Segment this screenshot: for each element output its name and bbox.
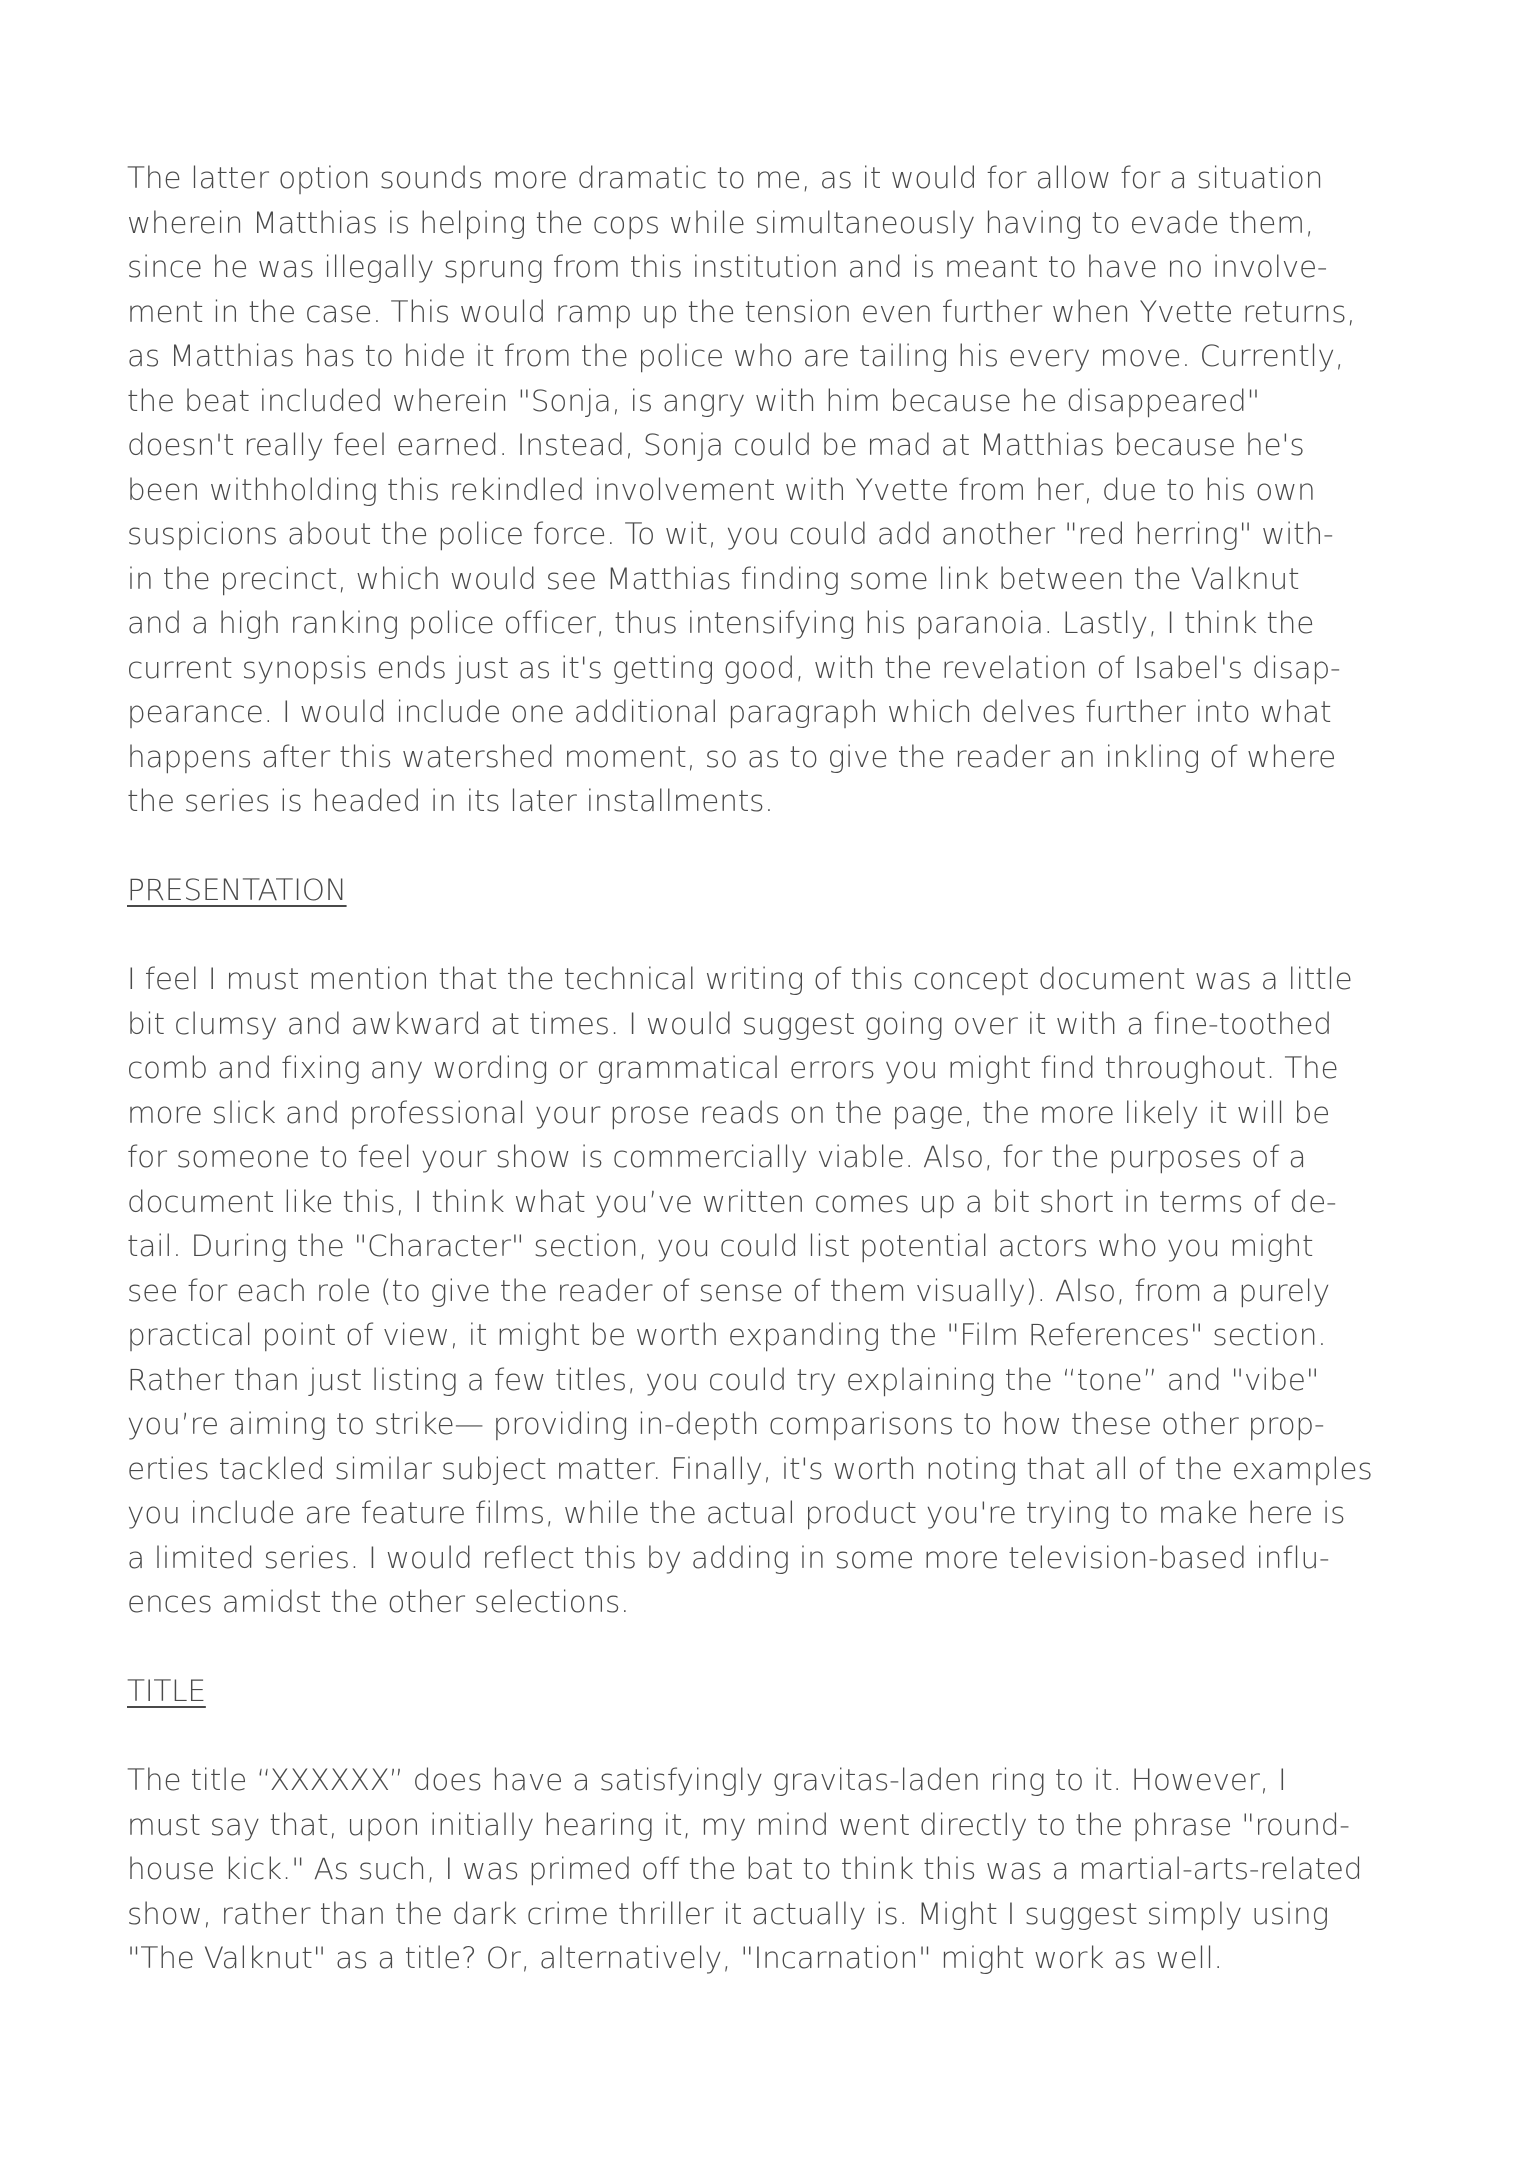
text-line: tail. During the "Character" section, you could list potential actors who you might: [127, 1229, 1314, 1263]
text-line: you include are feature films, while the actual product you're trying to make here is: [127, 1496, 1346, 1530]
paragraph-presentation: [127, 957, 1397, 1625]
paragraph-spacer: [127, 1714, 1397, 1759]
text-line: as Matthias has to hide it from the police who are tailing his every move. Currently,: [127, 339, 1344, 373]
text-line: been withholding this rekindled involvement with Yvette from her, due to his own: [127, 472, 1316, 507]
text-line: ences amidst the other selections.: [127, 1585, 630, 1619]
text-line: since he was illegally sprung from this institution and is meant to have no involve-: [127, 250, 1328, 284]
paragraph-spacer: [127, 1625, 1397, 1670]
text-line: The latter option sounds more dramatic to me, as it would for allow for a situation: [127, 161, 1324, 195]
text-line: bit clumsy and awkward at times. I would suggest going over it with a fine-toothed: [127, 1006, 1332, 1041]
text-line: I feel I must mention that the technical writing of this concept document was a little: [127, 962, 1353, 996]
section-heading-title: TITLE: [127, 1674, 206, 1708]
text-line: happens after this watershed moment, so as to give the reader an inkling of where: [127, 739, 1337, 774]
text-line: see for each role (to give the reader of sense of them visually). Also, from a purely: [127, 1273, 1330, 1308]
text-line: The title “XXXXXX” does have a satisfyingly gravitas-laden ring to it. However, I: [127, 1763, 1287, 1797]
text-line: "The Valknut" as a title? Or, alternatively, "Incarnation" might work as well.: [127, 1941, 1223, 1975]
paragraph-plot-notes: [127, 156, 1397, 824]
text-line: suspicions about the police force. To wit, you could add another "red herring" with-: [127, 517, 1334, 551]
text-line: house kick." As such, I was primed off the bat to think this was a martial-arts-related: [127, 1852, 1363, 1886]
text-line: wherein Matthias is helping the cops while simultaneously having to evade them,: [127, 205, 1314, 240]
text-line: the beat included wherein "Sonja, is angry with him because he disappeared": [127, 383, 1260, 418]
text-line: practical point of view, it might be worth expanding the "Film References" section.: [127, 1318, 1327, 1352]
text-line: erties tackled similar subject matter. Finally, it's worth noting that all of the examples: [127, 1451, 1373, 1486]
section-heading-presentation: PRESENTATION: [127, 873, 347, 907]
text-line: doesn't really feel earned. Instead, Sonja could be mad at Matthias because he's: [127, 428, 1305, 462]
text-line: the series is headed in its later installments.: [127, 784, 774, 818]
text-line: Rather than just listing a few titles, you could try explaining the “tone” and "vibe": [127, 1362, 1320, 1397]
document-page: [127, 156, 1397, 1981]
paragraph-spacer: [127, 913, 1397, 958]
text-line: more slick and professional your prose reads on the page, the more likely it will be: [127, 1095, 1331, 1130]
text-line: must say that, upon initially hearing it, my mind went directly to the phrase "round-: [127, 1807, 1350, 1842]
text-line: current synopsis ends just as it's getting good, with the revelation of Isabel's disap-: [127, 650, 1341, 685]
text-line: comb and fixing any wording or grammatical errors you might find throughout. The: [127, 1051, 1339, 1085]
text-line: you’re aiming to strike— providing in-depth comparisons to how these other prop-: [127, 1407, 1325, 1441]
paragraph-spacer: [127, 824, 1397, 869]
text-line: pearance. I would include one additional paragraph which delves further into what: [127, 695, 1332, 729]
text-line: ment in the case. This would ramp up the tension even further when Yvette returns,: [127, 294, 1356, 329]
text-line: a limited series. I would reflect this by adding in some more television-based influ-: [127, 1540, 1330, 1575]
text-line: show, rather than the dark crime thriller it actually is. Might I suggest simply using: [127, 1896, 1330, 1931]
paragraph-title: [127, 1758, 1397, 1981]
text-line: document like this, I think what you’ve written comes up a bit short in terms of de-: [127, 1184, 1337, 1219]
text-line: and a high ranking police officer, thus intensifying his paranoia. Lastly, I think the: [127, 606, 1315, 640]
text-line: in the precinct, which would see Matthias finding some link between the Valknut: [127, 561, 1300, 596]
text-line: for someone to feel your show is commercially viable. Also, for the purposes of a: [127, 1140, 1307, 1174]
